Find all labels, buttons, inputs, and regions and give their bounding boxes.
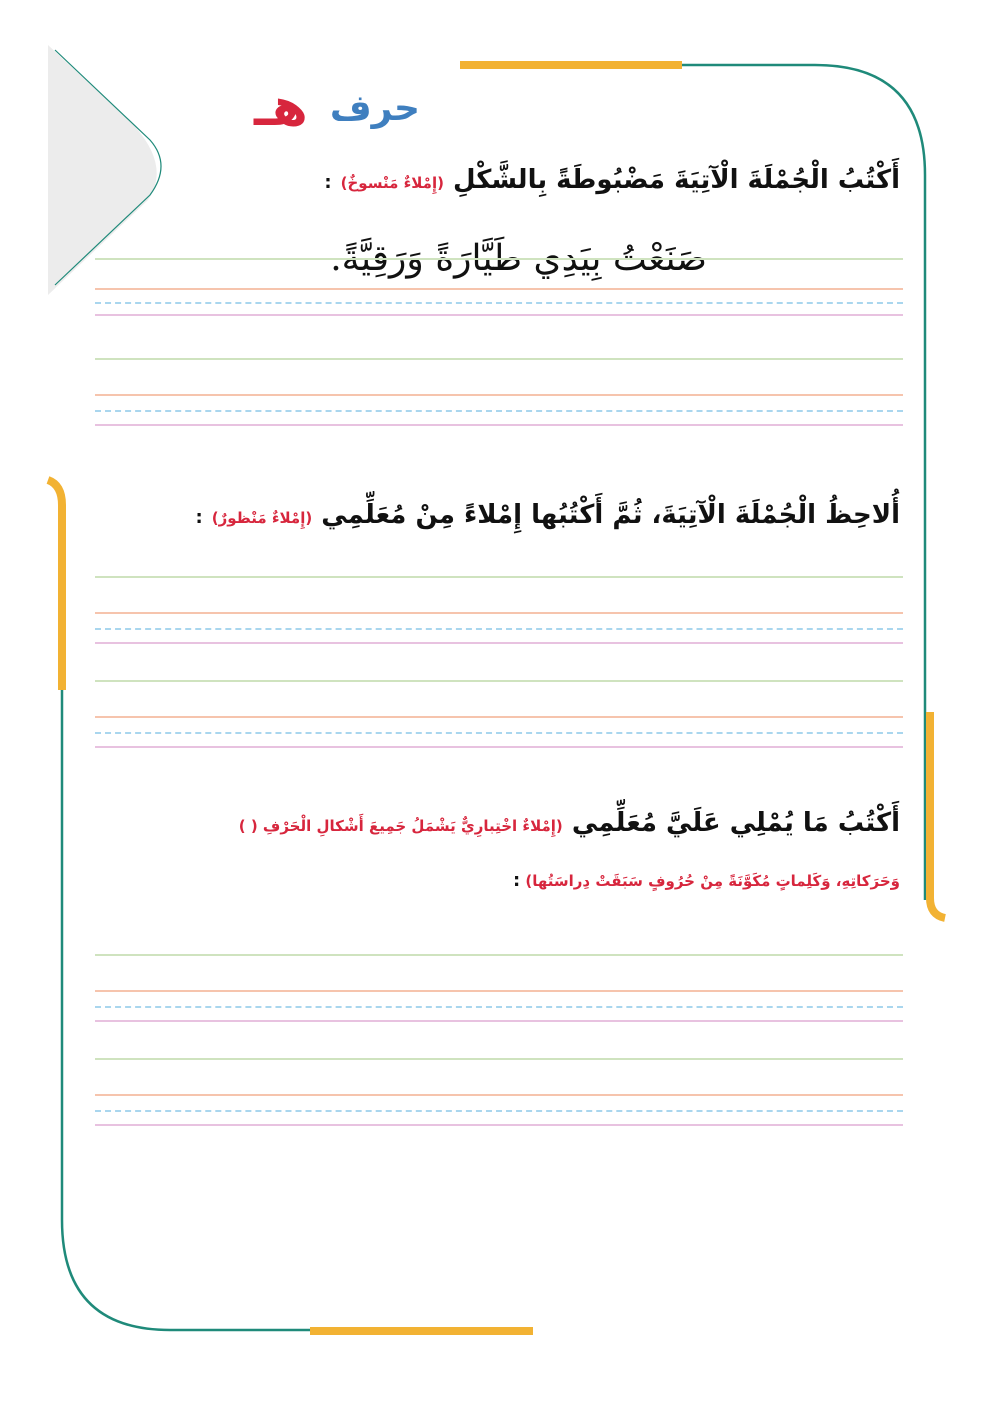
section3-instruction [239,808,900,838]
title-letter: هـ [254,78,308,138]
section2-instruction [195,500,900,530]
section2-note: (إِمْلاءٌ مَنْظورٌ) [211,509,313,527]
model-sentence: صَنَعْتُ بِيَدِي طَيَّارَةً وَرَقِيَّةً. [330,238,707,279]
title-word: حرف [329,87,420,129]
section1-instruction-text: أَكْتُبُ الْجُمْلَةَ الْآتِيَةَ مَضْبُوطَةً بِالشَّكْلِ [453,165,900,195]
section3-colon: : [512,870,521,891]
right-yellow-accent [930,712,945,918]
page-title [190,78,420,138]
left-yellow-accent [48,480,62,690]
section3-note-line1: (إِمْلاءٌ اخْتِبارِيٌّ يَشْمَلُ جَمِيعَ أَشْكالِ الْحَرْفِ ( ) [238,817,563,835]
section1-colon: : [324,172,332,193]
section3-note-line2: وَحَرَكاتِهِ، وَكَلِماتٍ مُكَوَّنَةً مِنْ حُرُوفٍ سَبَقَتْ دِراسَتُها) [525,872,900,890]
section3-instruction-text: أَكْتُبُ مَا يُمْلِي عَلَيَّ مُعَلِّمِي [571,808,900,838]
section1-note: (إِمْلاءٌ مَنْسوخٌ) [340,174,444,192]
section2-instruction-text: أُلاحِظُ الْجُمْلَةَ الْآتِيَةَ، ثُمَّ أَكْتُبُها إِمْلاءً مِنْ مُعَلِّمِي [321,500,900,530]
section3-note-line2-wrap [513,870,900,891]
section2-colon: : [195,507,203,528]
section1-instruction [324,165,900,195]
